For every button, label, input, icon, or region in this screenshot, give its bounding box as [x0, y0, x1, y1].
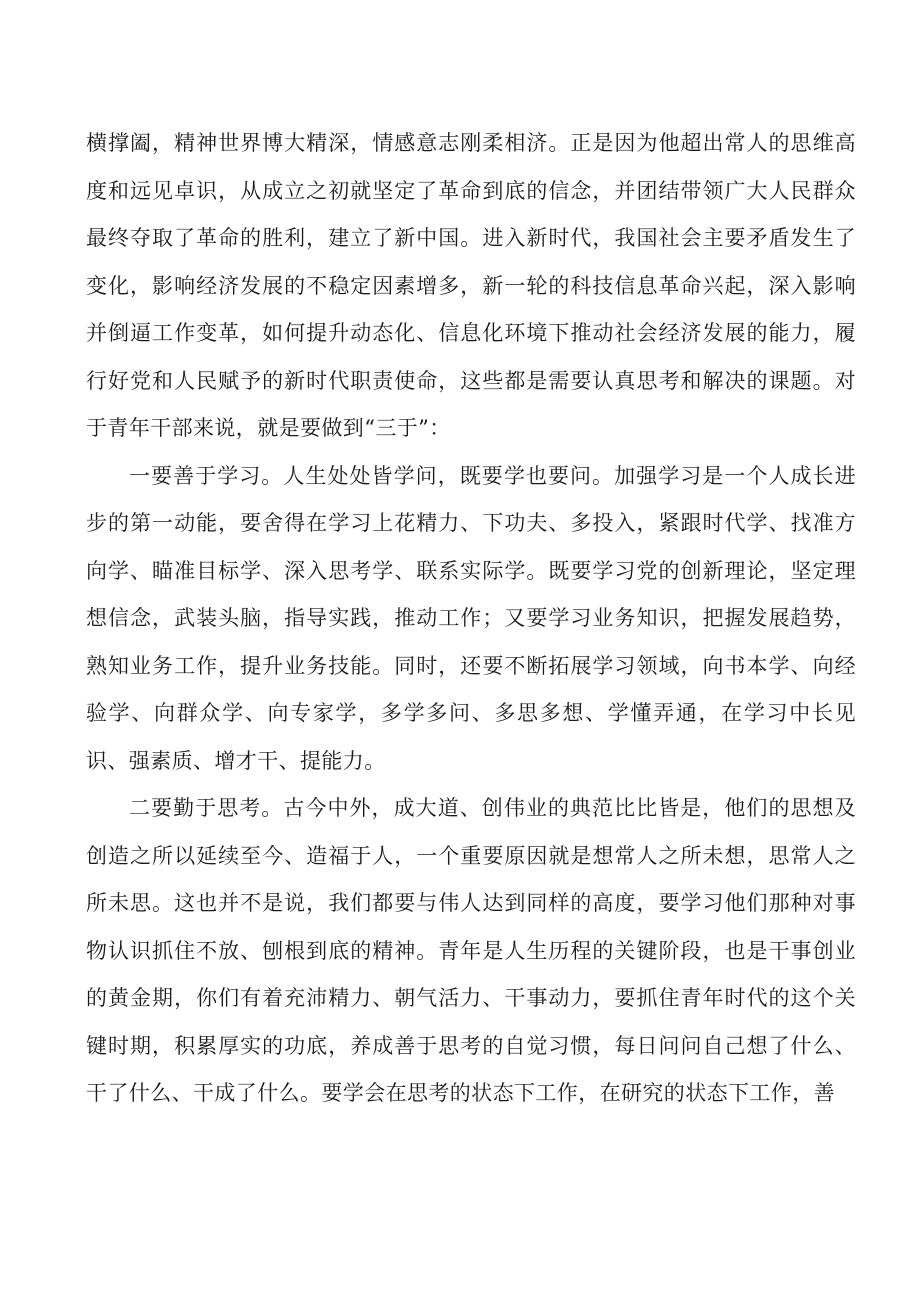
- paragraph-study: 一要善于学习。人生处处皆学问，既要学也要问。加强学习是一个人成长进步的第一动能，要舍得在学习上花精力、下功夫、多投入，紧跟时代学、找准方向学、瞄准目标学、深入思考学、联系实际学。既要学习党的创新理论，坚定理想信念，武装头脑，指导实践，推动工作；又要学习业务知识，把握发展趋势，熟知业务工作，提升业务技能。同时，还要不断拓展学习领域，向书本学、向经验学、向群众学、向专家学，多学多问、多思多想、学懂弄通，在学习中长见识、强素质、增才干、提能力。: [86, 463, 856, 773]
- paragraph-thinking: 二要勤于思考。古今中外，成大道、创伟业的典范比比皆是，他们的思想及创造之所以延续至今、造福于人，一个重要原因就是想常人之所未想，思常人之所未思。这也并不是说，我们都要与伟人达到同样的高度，要学习他们那种对事物认识抓住不放、刨根到底的精神。青年是人生历程的关键阶段，也是干事创业的黄金期，你们有着充沛精力、朝气活力、干事动力，要抓住青年时代的这个关键时期，积累厚实的功底，养成善于思考的自觉习惯，每日问问自己想了什么、干了什么、干成了什么。要学会在思考的状态下工作，在研究的状态下工作，善: [86, 796, 856, 1105]
- paragraph-continuation: 横撑阖，精神世界博大精深，情感意志刚柔相济。正是因为他超出常人的思维高度和远见卓识，从成立之初就坚定了革命到底的信念，并团结带领广大人民群众最终夺取了革命的胜利，建立了新中国。进入新时代，我国社会主要矛盾发生了变化，影响经济发展的不稳定因素增多，新一轮的科技信息革命兴起，深入影响并倒逼工作变革，如何提升动态化、信息化环境下推动社会经济发展的能力，履行好党和人民赋予的新时代职责使命，这些都是需要认真思考和解决的课题。对于青年干部来说，就是要做到“三于”：: [86, 131, 856, 440]
- document-body: [86, 120, 856, 1118]
